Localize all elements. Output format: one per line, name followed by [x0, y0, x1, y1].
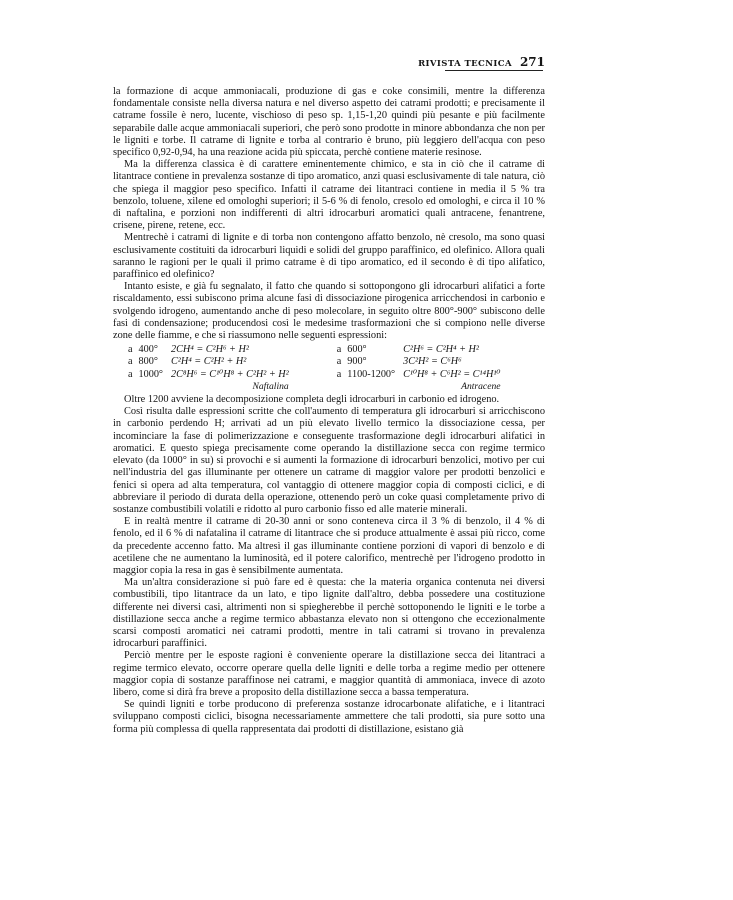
reaction-table: [125, 344, 504, 393]
header-rule: [445, 70, 543, 71]
temperature: 1000°: [138, 368, 163, 380]
product-name-row: [125, 381, 504, 393]
paragraph: Mentrechè i catrami di lignite e di torba non contengono affatto benzolo, nè cresolo, ma sono quasi esclusivamente costituiti da idrocarburi liquidi e solidi del gruppo paraffinico, ed olefinico. Allora quali saranno le ragioni per le quali il primo catrame è di tipo aromatico, ed il secondo è di tipo alifatico, paraffinico ed olefinico?: [113, 232, 545, 281]
paragraph: Così risulta dalle espressioni scritte che coll'aumento di temperatura gli idrocarburi si arricchiscono in carbonio perdendo H; arrivati ad un più elevato livello termico la dissociazione cessa, per incominciare la fase di polimerizzazione e conseguente trasformazione degli idrocarburi alifatici in aromatici. E questo spiega precisamente come operando la distillazione secca con regime termico elevato (da 1000° in su) si provochi e si aumenti la formazione di idrocarburi benzolici, motivo per cui nell'industria del gas illuminante per ottenere un catrame di maggior valore per prodotti benzolici e fenici si opera ad alta temperatura, col vantaggio di ottenere maggior copia di composti ciclici, e di abbreviare il periodo di durata della operazione, ottenendo però un coke quasi completamente privo di sostanze combustibili volatili e ridotto al puro carbonio fisso ed alle materie minerali.: [113, 406, 545, 515]
equation: C²H⁴ = C²H² + H²: [170, 356, 247, 368]
temperature: 600°: [347, 344, 367, 356]
equation: C²H⁶ = C²H⁴ + H²: [403, 344, 479, 356]
temperature: 1100-1200°: [347, 368, 396, 380]
running-head: [360, 55, 545, 69]
running-title: RIVISTA TECNICA: [418, 59, 512, 69]
paragraph: Se quindi ligniti e torbe producono di preferenza sostanze idrocarbonate alifatiche, e i litantraci sviluppano composti ciclici, bisogna necessariamente ammettere che tali prodotti, sia pure sotto una forma più complessa di quella rappresentata dai prodotti di distillazione, esistano già: [113, 699, 545, 735]
temperature: 400°: [138, 344, 158, 356]
equation: 2CH⁴ = C²H⁶ + H²: [170, 344, 249, 356]
equation: C¹⁰H⁸ + C⁶H² = C¹⁴H¹⁰: [403, 368, 501, 380]
product-name-antracene: Antracene: [461, 380, 501, 392]
paragraph: Ma un'altra considerazione si può fare ed è questa: che la materia organica contenuta nei diversi combustibili, tipo litantrace da un lato, e tipo lignite dall'altro, debba possedere una costituzione differente nei diversi casi, altrimenti non si spiegherebbe il perchè sottoponendo le ligniti e le torbe a distillazione secca anche a regime termico abbastanza elevato non si ottengono che eccezionalmente scarsi composti aromatici nei catrami prodotti, mentre in tali catrami si trovano in prevalenza idrocarburi paraffinici.: [113, 577, 545, 650]
equation: 2C⁸H⁶ = C¹⁰H⁸ + C²H² + H²: [170, 368, 289, 380]
prefix: a: [128, 368, 133, 380]
page-number: 271: [519, 55, 545, 69]
equation: 3C²H² = C⁶H⁶: [403, 356, 462, 368]
prefix: a: [336, 356, 342, 368]
paragraph: E in realtà mentre il catrame di 20-30 anni or sono conteneva circa il 3 % di benzolo, il 4 % di fenolo, ed il 6 % di nafatalina il catrame di litantrace che si produce attualmente è assai più ricco, come da precedente accenno fatto. Ma altresì il gas illuminante contiene porzioni di vapori di benzolo e di acetilene che ne aumentano la luminosità, ed il potere calorifico, mentrechè per l'idrogeno prodotto in maggior copia la resa in gas è sensibilmente aumentata.: [113, 516, 545, 576]
reaction-row: [125, 344, 504, 356]
reaction-row: [125, 356, 504, 368]
prefix: a: [336, 368, 342, 380]
paragraph: Intanto esiste, e già fu segnalato, il fatto che quando si sottopongono gli idrocarburi alifatici a forte riscaldamento, essi subiscono prima alcune fasi di dissociazione pirogenica arricchendosi in carbonio e svolgendo idrogeno, aumentando anche di peso molecolare, in seguito oltre 800°-900° subiscono delle fasi di condensazione; producendosi così le medesime trasformazioni che si compiono nelle diverse zone delle fiamme, e che si riassumono nelle seguenti espressioni:: [113, 281, 545, 342]
paragraph: Oltre 1200 avviene la decomposizione completa degli idrocarburi in carbonio ed idrogeno.: [124, 394, 500, 406]
paragraph: Ma la differenza classica è di carattere eminentemente chimico, e sta in ciò che il catrame di litantrace contiene in prevalenza sostanze di tipo aromatico, anzi quasi esclusivamente di tale natura, ciò che spiega il maggior peso specifico. Infatti il catrame dei litantraci contiene in media il 5 % tra benzolo, toluene, xilene ed omologhi superiori; il 5-6 % di fenolo, cresolo ed omologhi, e circa il 10 % di naftalina, e porzioni non indifferenti di altri idrocarburi aromatici quali antracene, fenantrene, crisene, pirene, retene, ecc.: [113, 159, 545, 232]
prefix: a: [128, 356, 133, 368]
prefix: a: [336, 344, 342, 356]
prefix: a: [128, 344, 133, 356]
temperature: 800°: [138, 356, 158, 368]
article-body: [113, 86, 545, 736]
product-name-naftalina: Naftalina: [252, 380, 289, 392]
paragraph: Perciò mentre per le esposte ragioni è conveniente operare la distillazione secca dei litantraci a regime termico elevato, occorre operare quella delle ligniti e delle torba a regime medio per ottenere maggior copia di sostanze paraffinose nei catrami, e maggior quantità di ammoniaca, invece di azoto libero, come si dirà fra breve a proposito della distillazione secca a bassa temperatura.: [113, 650, 545, 698]
reaction-row: [125, 369, 504, 381]
temperature: 900°: [347, 356, 367, 368]
paragraph: la formazione di acque ammoniacali, produzione di gas e coke consimili, mentre la differenza fondamentale consiste nella diversa natura e nel diverso aspetto dei catrami prodotti; e precisamente il catrame fossile è nero, lucente, vischioso di peso sp. 1,15-1,20 quindi più pesante e più facilmente separabile dalle acque ammoniacali superiori, che però sono prodotte in minore abbondanza che non per le ligniti e torbe. Il catrame di lignite e torba al contrario è bruno, più leggiero dell'acqua con peso specifico 0,92-0,94, ha una reazione acida più spiccata, perchè contiene materie resinose.: [113, 86, 545, 159]
